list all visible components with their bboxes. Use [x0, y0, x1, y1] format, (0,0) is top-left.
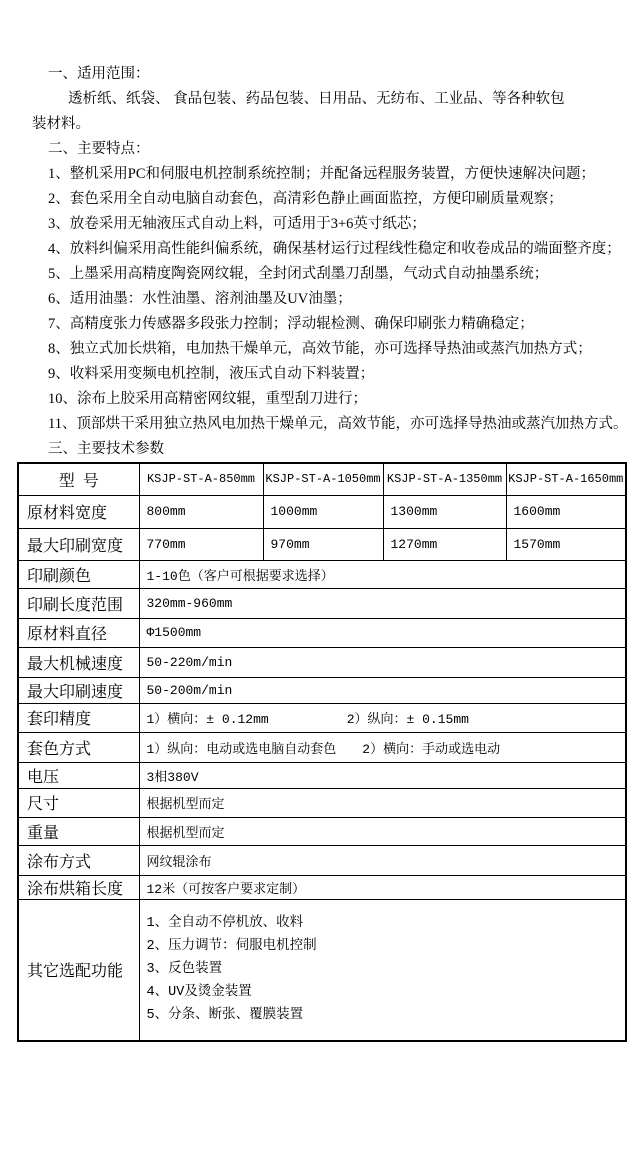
spec-value-cell: 800mm: [139, 495, 263, 528]
model-name-cell: KSJP-ST-A-1050mm: [263, 463, 383, 495]
spec-row: [18, 618, 626, 647]
scope-paragraph-line-1: 透析纸、纸袋、 食品包装、药品包装、日用品、无纺布、工业品、等各种软包: [68, 91, 565, 107]
spec-label-cell: 尺寸: [18, 788, 139, 817]
spec-value-cell: 网纹辊涂布: [139, 845, 626, 875]
section-heading-features: 二、主要特点：: [48, 141, 150, 157]
spec-label-cell: 电压: [18, 762, 139, 788]
feature-item: 11、顶部烘干采用独立热风电加热干燥单元，高效节能，亦可选择导热油或蒸汽加热方式。: [48, 416, 628, 432]
spec-label-cell: 套印精度: [18, 703, 139, 732]
option-line: 5、分条、断张、覆膜装置: [146, 1008, 304, 1024]
feature-item: 1、整机采用PC和伺服电机控制系统控制；并配备远程服务装置，方便快速解决问题；: [48, 166, 595, 182]
spec-value-cell: 970mm: [263, 528, 383, 560]
spec-value-cell: 50-220m/min: [139, 647, 626, 677]
spec-row: [18, 703, 626, 732]
model-name-cell: KSJP-ST-A-1650mm: [506, 463, 626, 495]
spec-value-cell: 1270mm: [383, 528, 506, 560]
spec-row: [18, 647, 626, 677]
spec-value-cell: 1600mm: [506, 495, 626, 528]
spec-label-cell: 最大机械速度: [18, 647, 139, 677]
spec-options-cell: [139, 899, 626, 1041]
feature-item: 8、独立式加长烘箱，电加热干燥单元，高效节能，亦可选择导热油或蒸汽加热方式；: [48, 341, 592, 357]
spec-label-cell: 印刷长度范围: [18, 588, 139, 618]
feature-item: 4、放料纠偏采用高性能纠偏系统，确保基材运行过程线性稳定和收卷成品的端面整齐度；: [48, 241, 621, 257]
features-list: [32, 162, 628, 437]
spec-label-cell: 最大印刷速度: [18, 677, 139, 703]
spec-value-cell: 1-10色（客户可根据要求选择）: [139, 560, 626, 588]
spec-value-cell: 1000mm: [263, 495, 383, 528]
model-name-cell: KSJP-ST-A-1350mm: [383, 463, 506, 495]
feature-item: 2、套色采用全自动电脑自动套色，高清彩色静止画面监控，方便印刷质量观察；: [48, 191, 563, 207]
option-line: 2、压力调节：伺服电机控制: [146, 939, 317, 955]
spec-label-cell: 涂布方式: [18, 845, 139, 875]
section-heading-specs: 三、主要技术参数: [48, 441, 164, 457]
spec-label-cell: 最大印刷宽度: [18, 528, 139, 560]
spec-label-cell: 原材料直径: [18, 618, 139, 647]
spec-row: [18, 560, 626, 588]
spec-value-cell: 3相380V: [139, 762, 626, 788]
table-header-row: [18, 463, 626, 495]
spec-row: [18, 528, 626, 560]
spec-value-cell: 1300mm: [383, 495, 506, 528]
option-line: 4、UV及烫金装置: [146, 985, 252, 1001]
feature-item: 6、适用油墨：水性油墨、溶剂油墨及UV油墨；: [48, 291, 352, 307]
spec-row: [18, 495, 626, 528]
specs-table: [17, 462, 627, 1042]
spec-row: [18, 732, 626, 762]
spec-row: [18, 817, 626, 845]
spec-row: [18, 845, 626, 875]
feature-item: 3、放卷采用无轴液压式自动上料，可适用于3+6英寸纸芯；: [48, 216, 426, 232]
spec-row: [18, 899, 626, 1041]
spec-row: [18, 762, 626, 788]
spec-row: [18, 875, 626, 899]
spec-value-cell: 1570mm: [506, 528, 626, 560]
spec-value-cell: 770mm: [139, 528, 263, 560]
spec-label-cell: 涂布烘箱长度: [18, 875, 139, 899]
feature-item: 9、收料采用变频电机控制，液压式自动下料装置；: [48, 366, 375, 382]
spec-row: [18, 588, 626, 618]
spec-label-cell: 原材料宽度: [18, 495, 139, 528]
feature-item: 5、上墨采用高精度陶瓷网纹辊，全封闭式刮墨刀刮墨，气动式自动抽墨系统；: [48, 266, 549, 282]
spec-value-cell: 1）横向：± 0.12mm 2）纵向：± 0.15mm: [139, 703, 626, 732]
specs-table-body: [18, 463, 626, 1041]
spec-value-cell: 根据机型而定: [139, 817, 626, 845]
model-label-cell: 型 号: [18, 463, 139, 495]
model-name-cell: KSJP-ST-A-850mm: [139, 463, 263, 495]
spec-value-cell: 1）纵向：电动或选电脑自动套色 2）横向：手动或选电动: [139, 732, 626, 762]
spec-value-cell: 根据机型而定: [139, 788, 626, 817]
option-line: 3、反色装置: [146, 962, 223, 978]
feature-item: 10、涂布上胶采用高精密网纹辊，重型刮刀进行；: [48, 391, 367, 407]
option-line: 1、全自动不停机放、收料: [146, 916, 304, 932]
spec-value-cell: 50-200m/min: [139, 677, 626, 703]
spec-label-cell: 重量: [18, 817, 139, 845]
spec-label-cell: 印刷颜色: [18, 560, 139, 588]
spec-value-cell: Φ1500mm: [139, 618, 626, 647]
spec-value-cell: 320mm-960mm: [139, 588, 626, 618]
spec-label-cell: 套色方式: [18, 732, 139, 762]
spec-row: [18, 677, 626, 703]
feature-item: 7、高精度张力传感器多段张力控制；浮动辊检测、确保印刷张力精确稳定；: [48, 316, 534, 332]
scope-paragraph-line-2: 装材料。: [32, 116, 90, 132]
spec-row: [18, 788, 626, 817]
spec-label-cell: 其它选配功能: [18, 899, 139, 1041]
section-heading-scope: 一、适用范围：: [48, 66, 150, 82]
spec-value-cell: 12米（可按客户要求定制）: [139, 875, 626, 899]
